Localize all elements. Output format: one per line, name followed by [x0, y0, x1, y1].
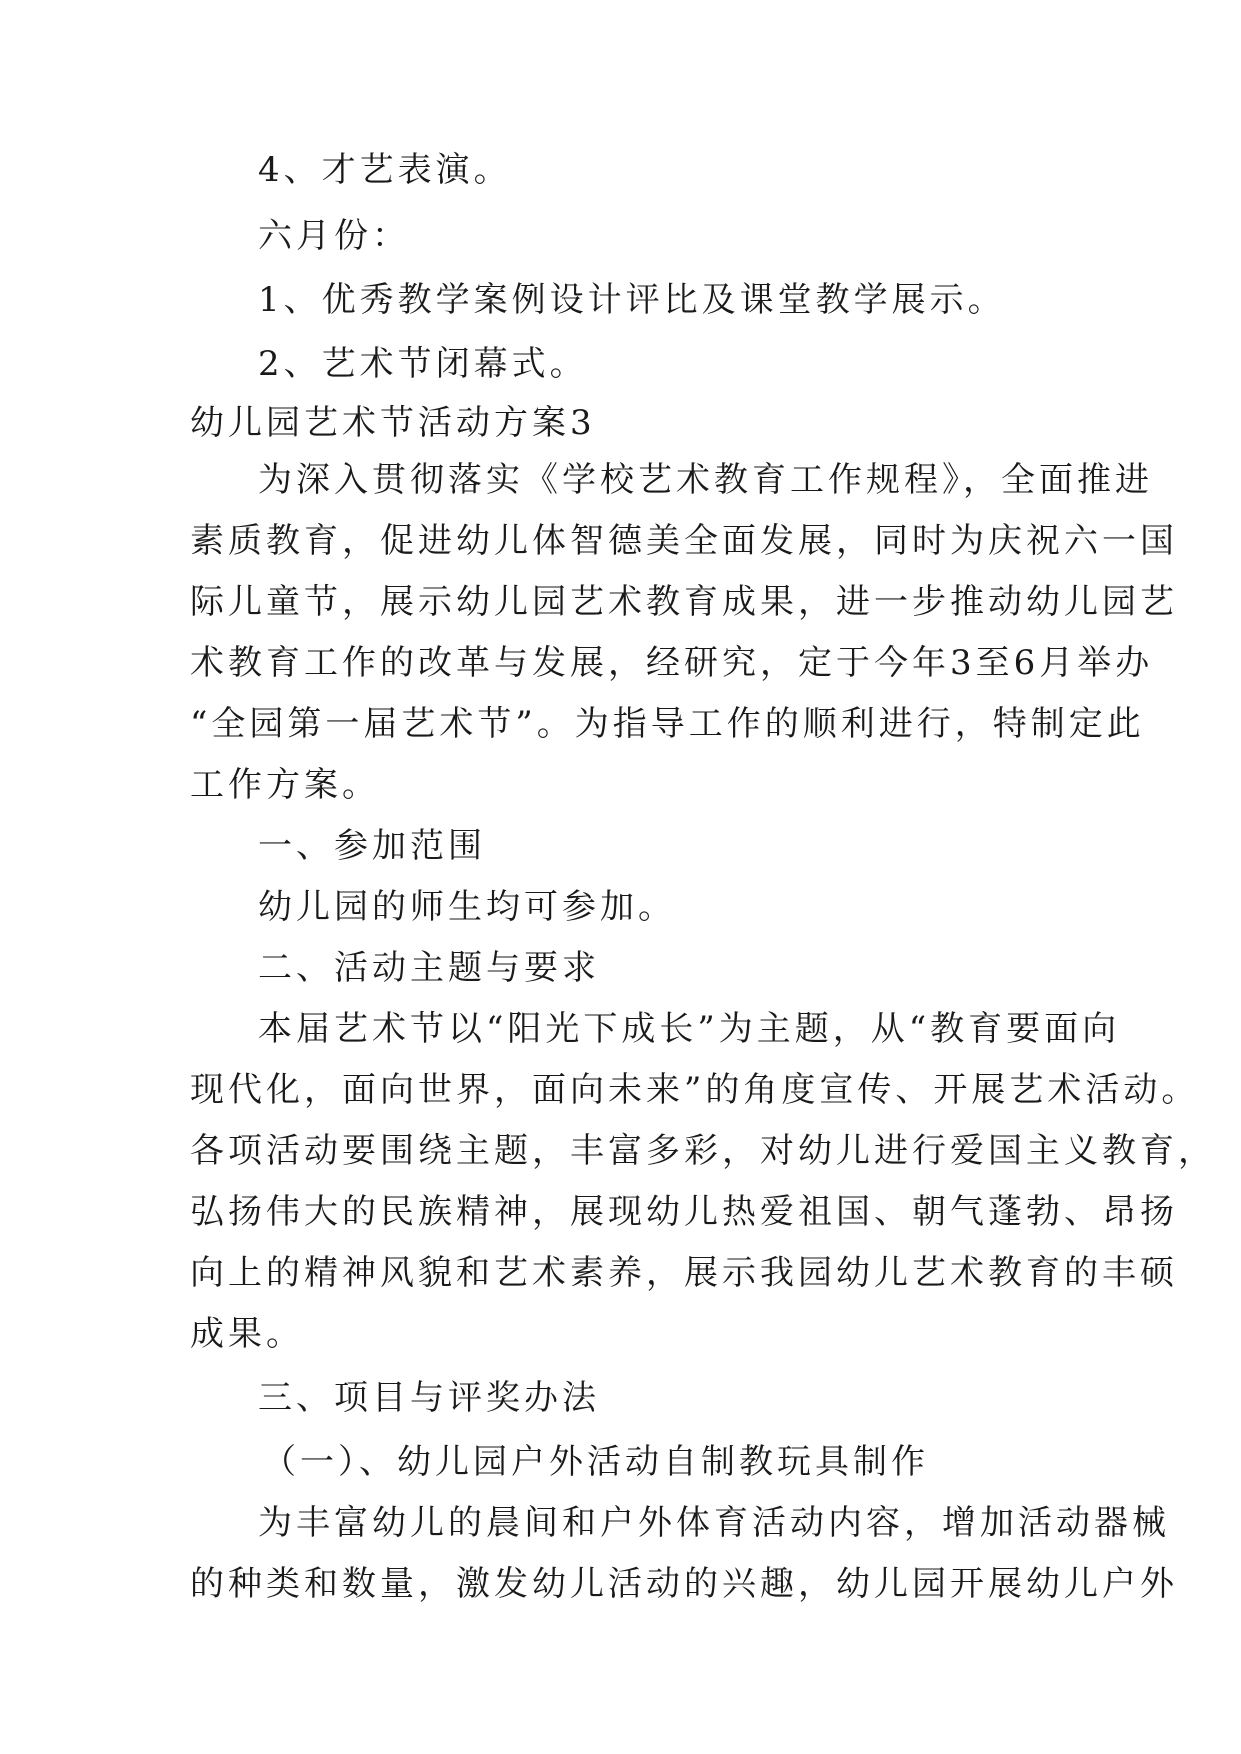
text-line: 为深入贯彻落实《学校艺术教育工作规程》，全面推进	[258, 460, 1153, 500]
text-line: 的种类和数量，激发幼儿活动的兴趣，幼儿园开展幼儿户外	[190, 1564, 1178, 1604]
text-line: 向上的精神风貌和艺术素养，展示我园幼儿艺术教育的丰硕	[190, 1253, 1178, 1293]
text-line: “全园第一届艺术节”。为指导工作的顺利进行，特制定此	[190, 704, 1145, 744]
section-heading: 幼儿园艺术节活动方案3	[190, 403, 596, 443]
text-line: 二、活动主题与要求	[258, 948, 600, 988]
text-line: 六月份：	[258, 216, 410, 256]
text-line: 弘扬伟大的民族精神，展现幼儿热爱祖国、朝气蓬勃、昂扬	[190, 1192, 1178, 1232]
text-line: （一）、幼儿园户外活动自制教玩具制作	[262, 1442, 929, 1482]
text-line: 三、项目与评奖办法	[258, 1378, 600, 1418]
text-line: 工作方案。	[190, 765, 380, 805]
text-line: 2、艺术节闭幕式。	[258, 344, 588, 384]
text-line: 1、优秀教学案例设计评比及课堂教学展示。	[258, 280, 1006, 320]
text-line: 为丰富幼儿的晨间和户外体育活动内容，增加活动器械	[258, 1503, 1170, 1543]
text-line: 幼儿园的师生均可参加。	[258, 887, 676, 927]
text-line: 际儿童节，展示幼儿园艺术教育成果，进一步推动幼儿园艺	[190, 582, 1178, 622]
text-line: 一、参加范围	[258, 826, 486, 866]
text-line: 4、才艺表演。	[258, 150, 512, 190]
text-line: 现代化，面向世界，面向未来”的角度宣传、开展艺术活动。	[190, 1070, 1200, 1110]
text-line: 术教育工作的改革与发展，经研究，定于今年3至6月举办	[190, 643, 1154, 683]
text-line: 本届艺术节以“阳光下成长”为主题，从“教育要面向	[258, 1009, 1121, 1049]
text-line: 成果。	[190, 1314, 304, 1354]
text-line: 素质教育，促进幼儿体智德美全面发展，同时为庆祝六一国	[190, 521, 1178, 561]
text-line: 各项活动要围绕主题，丰富多彩，对幼儿进行爱国主义教育，	[190, 1131, 1216, 1171]
